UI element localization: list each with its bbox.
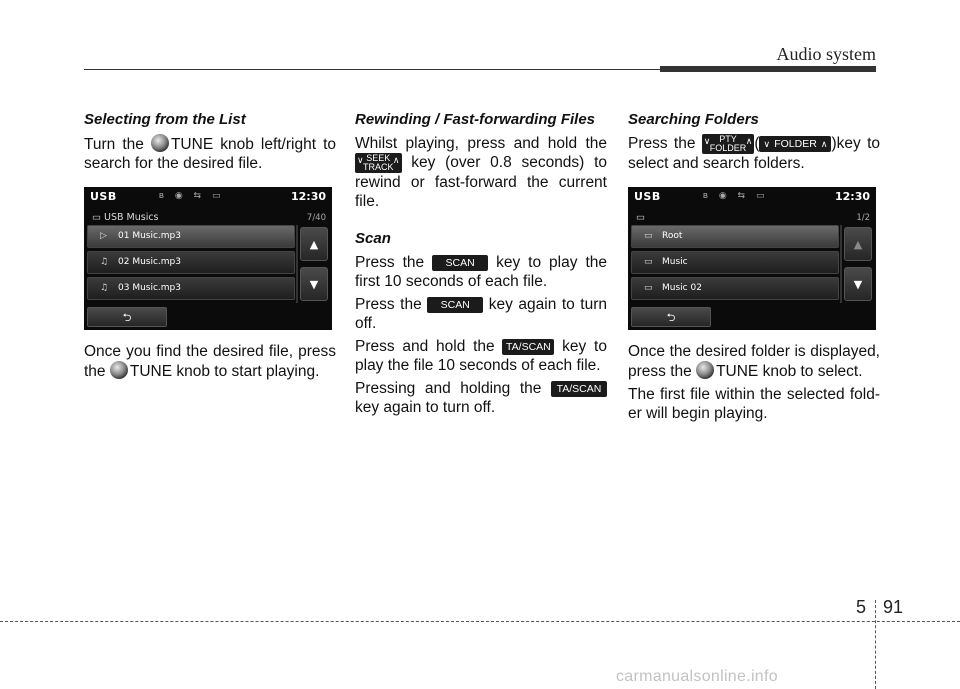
scroll-down-button[interactable] [844,267,872,301]
pty-folder-key [702,134,755,154]
screen-file-count: 7/40 [306,213,326,223]
scroll-down-button[interactable] [300,267,328,301]
arrow-up-icon: ▲ [309,237,319,251]
scroll-up-button[interactable] [300,227,328,261]
paragraph-turn-knob [84,134,336,173]
text-fragment: TUNE knob to start playing. [129,363,320,380]
heading-scan: Scan [355,230,391,247]
column-searching-folders [628,110,880,427]
list-item[interactable] [87,225,295,248]
column-selecting-list [84,110,336,385]
text-fragment: Press the [355,254,425,271]
chevron-down-icon: ∨ [763,139,771,149]
list-item-label: Music [662,257,688,267]
tune-knob-icon [151,134,169,152]
folder-icon: ▭ [644,231,653,241]
music-note-icon: ♫ [100,257,109,267]
chevron-down-icon: ∨ [703,136,711,146]
header-rule [84,69,664,70]
footer-divider [875,600,876,689]
text-fragment: key (over 0.8 seconds) to rewind or fast-forward the current file. [355,154,608,210]
seek-track-key [355,153,402,173]
text-fragment: Press the [355,296,422,313]
header-rule-accent [660,66,876,72]
paragraph-ta-scan-off [355,379,607,417]
screen-clock: 12:30 [834,189,870,203]
text-fragment: Pressing and holding the [355,380,542,397]
paragraph-ta-scan-hold [355,337,607,375]
back-arrow-icon: ⮌ [122,310,132,324]
page-number: 91 [883,597,904,617]
text-fragment: ( [754,135,760,152]
back-button[interactable] [87,307,167,327]
folder-icon: ▭ [636,212,645,223]
chapter-number: 5 [856,597,867,617]
text-fragment: Turn the [84,136,144,153]
text-fragment: Press and hold the [355,338,495,355]
key-label-bottom: FOLDER [709,143,747,153]
scan-key: SCAN [432,255,488,271]
list-item[interactable] [87,251,295,274]
folder-icon: ▭ [644,283,653,293]
text-fragment: key again to turn off. [355,399,496,416]
ta-scan-key: TA/SCAN [551,381,607,397]
list-item-label: Music 02 [662,283,702,293]
key-label-top: SEEK [366,153,391,163]
list-item[interactable] [631,251,839,274]
paragraph-select-folder [628,342,880,381]
screen-status-bar [628,187,876,205]
screen-clock: 12:30 [290,189,326,203]
text-fragment: Once the desired folder is displayed, press the [628,343,880,380]
paragraph-folder-keys [628,134,880,173]
text-fragment: Whilst playing, press and hold the [355,135,607,152]
scan-key: SCAN [427,297,483,313]
text-fragment: TUNE knob to select. [716,363,863,380]
tune-knob-icon [110,361,128,379]
text-fragment: key to play the file 10 seconds of each file. [355,338,607,374]
play-icon: ▷ [100,231,107,241]
heading-searching-folders: Searching Folders [628,111,759,128]
chevron-up-icon: ∧ [820,139,828,149]
arrow-down-icon: ▼ [853,277,863,291]
key-label-top: PTY [719,134,737,144]
list-item-label: 03 Music.mp3 [118,283,181,293]
bluetooth-icon: ʙ ◉ ⇆ ▭ [702,190,769,201]
text-fragment: TUNE knob left/right to search for the desired file. [84,136,336,172]
ta-scan-key: TA/SCAN [502,339,554,355]
list-item-label: 02 Music.mp3 [118,257,181,267]
text-fragment: key again to turn off. [355,296,607,332]
list-item[interactable] [631,277,839,300]
back-button[interactable] [631,307,711,327]
folder-path-label: USB Musics [104,212,159,223]
chevron-up-icon: ∧ [392,155,400,165]
footer-rule [0,621,960,622]
usb-file-list-screen [84,187,332,330]
watermark: carmanualsonline.info [616,668,778,685]
chevron-up-icon: ∧ [745,136,753,146]
paragraph-start-playing [84,342,336,381]
paragraph-seek [355,134,607,211]
list-item-label: Root [662,231,683,241]
text-fragment: key to play the first 10 seconds of each file. [355,254,607,290]
screen-status-bar [84,187,332,205]
scroll-up-button[interactable] [844,227,872,261]
folder-icon: ▭ [92,212,104,223]
paragraph-scan-press [355,253,607,291]
usb-folder-list-screen [628,187,876,330]
screen-source-label: USB [90,189,117,203]
screen-scrollbar-track [840,225,842,303]
screen-scrollbar-track [296,225,298,303]
column-rewind-scan [355,110,607,421]
arrow-down-icon: ▼ [309,277,319,291]
list-item[interactable] [87,277,295,300]
tune-knob-icon [696,361,714,379]
music-note-icon: ♫ [100,283,109,293]
heading-rewind-ff: Rewinding / Fast-forwarding Files [355,111,596,128]
chevron-down-icon: ∨ [357,155,364,165]
folder-icon: ▭ [644,257,653,267]
heading-selecting-list: Selecting from the List [84,111,246,128]
screen-folder-count: 1/2 [856,213,870,223]
paragraph-scan-off [355,295,607,333]
bluetooth-icon: ʙ ◉ ⇆ ▭ [158,190,225,201]
paragraph-first-file: The first file within the selected fold-er will begin playing. [628,386,880,422]
key-label: FOLDER [774,138,817,150]
text-fragment: Press the [628,135,696,152]
list-item-label: 01 Music.mp3 [118,231,181,241]
screen-source-label: USB [634,189,661,203]
list-item[interactable] [631,225,839,248]
arrow-up-icon: ▲ [853,237,863,251]
text-fragment: )key to select and search folders. [628,135,880,172]
text-fragment: Once you find the desired file, press the [84,343,336,380]
folder-key [759,136,831,152]
key-label-bottom: TRACK [363,162,394,172]
section-title: Audio system [776,44,876,64]
back-arrow-icon: ⮌ [666,310,676,324]
